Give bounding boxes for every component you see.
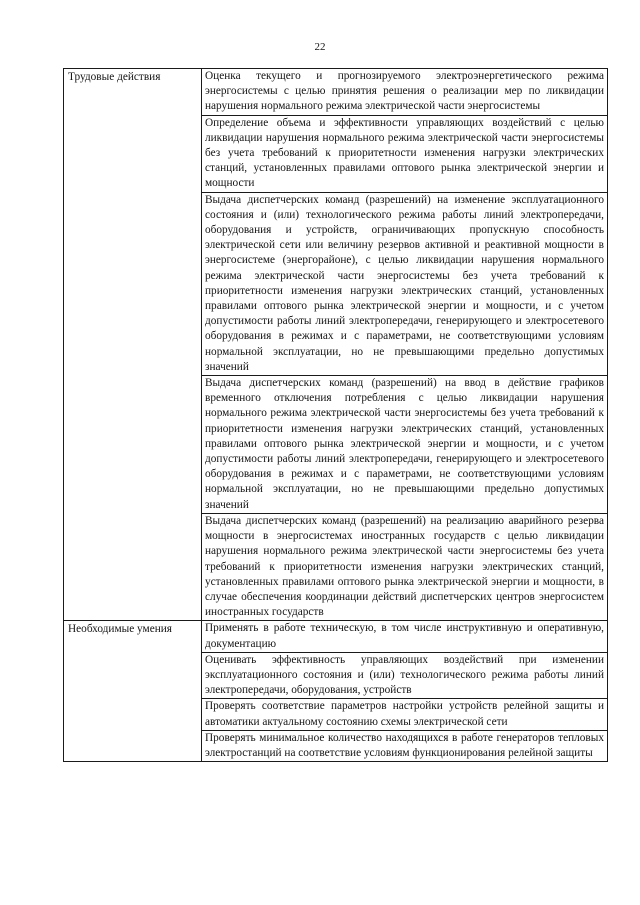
table-row	[64, 69, 608, 116]
table-cell: Проверять соответствие параметров настройки устройств релейной защиты и автоматики актуальному состоянию схемы электрической сети	[202, 699, 608, 730]
table-cell: Выдача диспетчерских команд (разрешений) на изменение эксплуатационного состояния и (или) технологического режима работы линий электропередачи, оборудования и устройств, ограничивающих пропускную способность электрической сети или величину резервов активной и реактивной мощности в энергосистеме (энергорайоне), с целью ликвидации нарушения нормального режима электрической части энергосистемы без учета требований к приоритетности изменения нагрузки электрических станций, установленных правилами оптового рынка электрической энергии и мощности, и с учетом допустимости работы линий электропередачи, генерирующего и электросетевого оборудования в режимах и с параметрами, не соответствующими условиям нормальной эксплуатации, но не превышающими предельно допустимых значений	[202, 192, 608, 375]
table-cell: Определение объема и эффективности управляющих воздействий с целью ликвидации нарушения нормального режима электрической части энергосистемы без учета требований к приоритетности изменения нагрузки электрических станций, установленных правилами оптового рынка электрической энергии и мощности	[202, 115, 608, 192]
table-cell: Проверять минимальное количество находящихся в работе генераторов тепловых электростанций на соответствие условиям функционирования релейной защиты	[202, 730, 608, 761]
section-label-labor-actions: Трудовые действия	[64, 69, 202, 621]
table-cell: Выдача диспетчерских команд (разрешений) на реализацию аварийного резерва мощности в энергосистемах иностранных государств с целью ликвидации нарушения нормального режима электрической части энергосистемы без учета требований к приоритетности изменения нагрузки электрических станций, установленных правилами оптового рынка электрической энергии и мощности, в случае обеспечения координации действий диспетчерских центров энергосистем иностранных государств	[202, 513, 608, 620]
table-cell: Выдача диспетчерских команд (разрешений) на ввод в действие графиков временного отключения потребления с целью ликвидации нарушения нормального режима электрической части энергосистемы без учета требований к приоритетности изменения нагрузки электрических станций, установленных правилами оптового рынка электрической энергии и мощности, и с учетом допустимости работы линий электропередачи, генерирующего и электросетевого оборудования в режимах и с параметрами, не соответствующими условиям нормальной эксплуатации, но не превышающими предельно допустимых значений	[202, 376, 608, 514]
table-cell: Применять в работе техническую, в том числе инструктивную и оперативную, документацию	[202, 621, 608, 652]
specification-table	[63, 68, 608, 762]
table-cell: Оценка текущего и прогнозируемого электроэнергетического режима энергосистемы с целью принятия решения о реализации мер по ликвидации нарушения нормального режима электрической части энергосистемы	[202, 69, 608, 116]
table-row	[64, 621, 608, 652]
section-label-required-skills: Необходимые умения	[64, 621, 202, 762]
table-cell: Оценивать эффективность управляющих воздействий при изменении эксплуатационного состояния и (или) технологического режима работы линий электропередачи, оборудования, устройств	[202, 652, 608, 699]
page-number: 22	[314, 41, 326, 53]
